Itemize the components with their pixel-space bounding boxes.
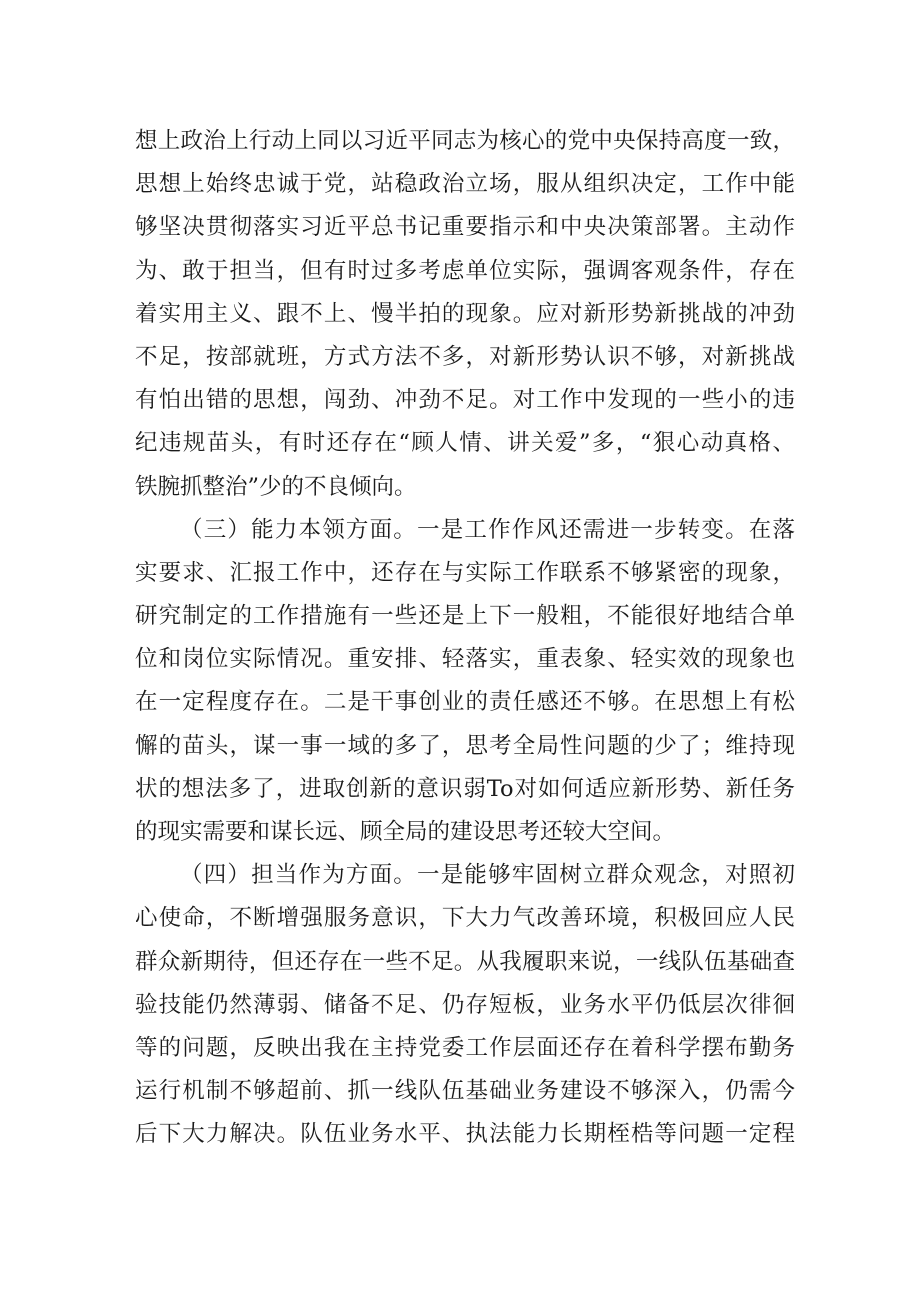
- text-line: （四）担当作为方面。一是能够牢固树立群众观念，对照初: [180, 862, 795, 889]
- text-line: 想上政治上行动上同以习近平同志为核心的党中央保持高度一致，: [135, 128, 795, 154]
- text-line: 在一定程度存在。二是干事创业的责任感还不够。在思想上有松: [135, 689, 795, 716]
- text-line: 位和岗位实际情况。重安排、轻落实，重表象、轻实效的现象也: [135, 646, 795, 673]
- text-line: 运行机制不够超前、抓一线队伍基础业务建设不够深入，仍需今: [135, 1078, 795, 1105]
- text-line: 验技能仍然薄弱、储备不足、仍存短板，业务水平仍低层次徘徊: [135, 991, 795, 1018]
- text-line: 心使命，不断增强服务意识，下大力气改善环境，积极回应人民: [135, 905, 795, 932]
- text-line: 纪违规苗头，有时还存在“顾人情、讲关爱”多，“狠心动真格、: [135, 430, 795, 457]
- paragraph-responsibility: [135, 854, 795, 1156]
- text-line: 群众新期待，但还存在一些不足。从我履职来说，一线队伍基础查: [135, 948, 795, 975]
- text-line: 等的问题，反映出我在主持党委工作层面还存在着科学摆布勤务: [135, 1034, 795, 1061]
- text-line: 状的想法多了，进取创新的意识弱To对如何适应新形势、新任务: [135, 775, 795, 802]
- text-line: 的现实需要和谋长远、顾全局的建设思考还较大空间。: [135, 819, 676, 845]
- text-line: 不足，按部就班，方式方法不多，对新形势认识不够，对新挑战: [135, 343, 795, 370]
- text-line: 实要求、汇报工作中，还存在与实际工作联系不够紧密的现象，: [135, 559, 795, 586]
- text-line: 思想上始终忠诚于党，站稳政治立场，服从组织决定，工作中能: [135, 171, 795, 198]
- text-line: 研究制定的工作措施有一些还是上下一般粗，不能很好地结合单: [135, 603, 795, 630]
- text-line: 为、敢于担当，但有时过多考虑单位实际，强调客观条件，存在: [135, 257, 795, 284]
- paragraph-ability: [135, 509, 795, 855]
- text-line: （三）能力本领方面。一是工作作风还需进一步转变。在落: [180, 516, 795, 543]
- text-line: 有怕出错的思想，闯劲、冲劲不足。对工作中发现的一些小的违: [135, 387, 795, 414]
- text-line: 懈的苗头，谋一事一域的多了，思考全局性问题的少了；维持现: [135, 732, 795, 759]
- text-line: 铁腕抓整治”少的不良倾向。: [135, 473, 417, 500]
- text-line: 够坚决贯彻落实习近平总书记重要指示和中央决策部署。主动作: [135, 214, 795, 241]
- paragraph-1: [135, 120, 795, 509]
- document-body: [135, 120, 795, 1157]
- text-line: 着实用主义、跟不上、慢半拍的现象。应对新形势新挑战的冲劲: [135, 300, 795, 327]
- text-line: 后下大力解决。队伍业务水平、执法能力长期桎梏等问题一定程: [135, 1121, 795, 1148]
